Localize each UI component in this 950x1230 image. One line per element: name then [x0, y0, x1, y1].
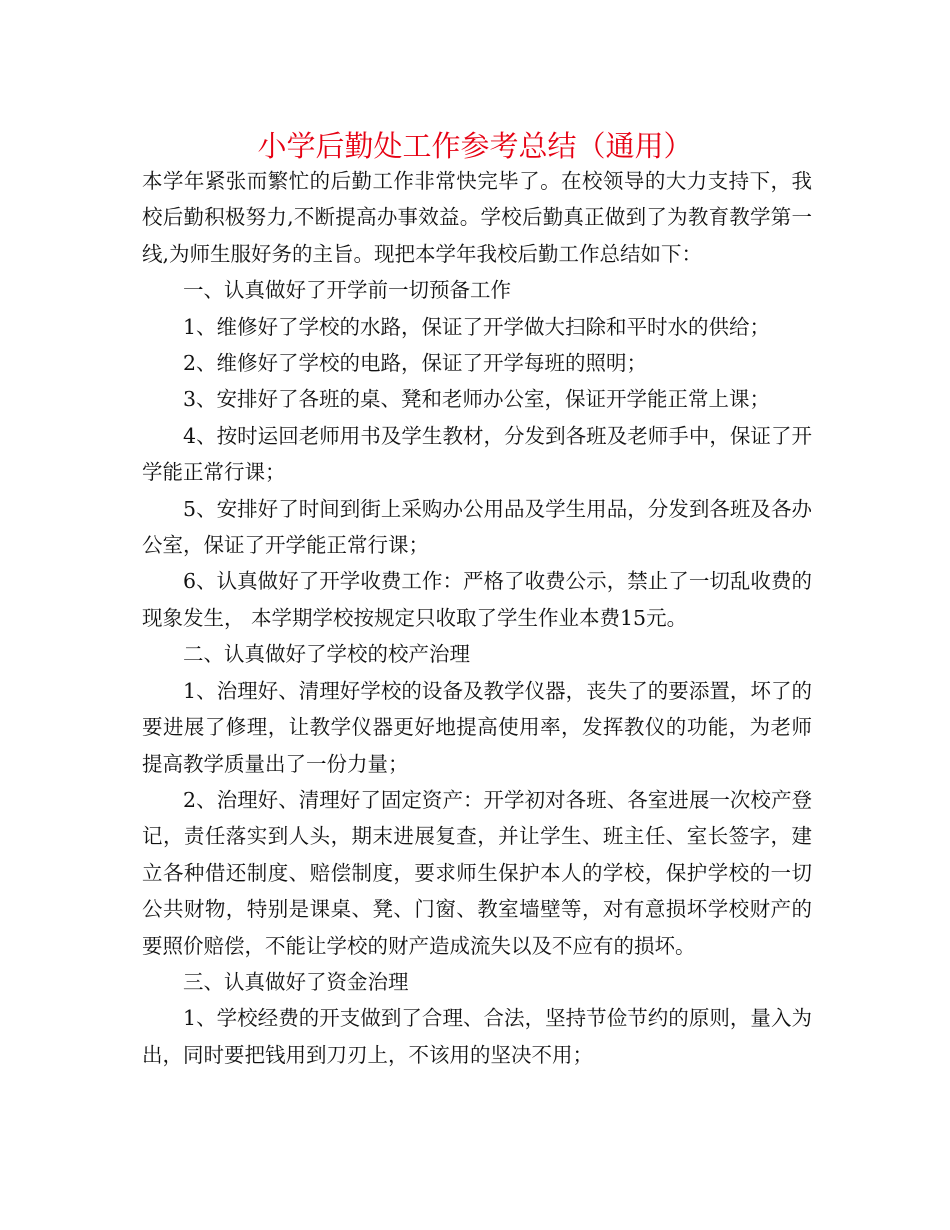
list-item: 5、安排好了时间到街上采购办公用品及学生用品，分发到各班及各办公室，保证了开学能正常行课； — [142, 496, 812, 558]
list-item: 1、治理好、清理好学校的设备及教学仪器，丧失了的要添置，坏了的要进展了修理，让教学仪器更好地提高使用率，发挥教仪的功能，为老师提高教学质量出了一份力量； — [142, 678, 812, 776]
paragraph-intro: 本学年紧张而繁忙的后勤工作非常快完毕了。在校领导的大力支持下，我校后勤积极努力,不断提高办事效益。学校后勤真正做到了为教育教学第一线,为师生服好务的主旨。现把本学年我校后勤工作总结如下： — [142, 169, 812, 266]
list-item: 1、维修好了学校的水路，保证了开学做大扫除和平时水的供给； — [183, 314, 771, 339]
list-item: 3、安排好了各班的桌、凳和老师办公室，保证开学能正常上课； — [183, 387, 771, 412]
section-heading-1: 一、认真做好了开学前一切预备工作 — [183, 278, 511, 303]
list-item: 2、维修好了学校的电路，保证了开学每班的照明； — [183, 351, 648, 376]
document-title: 小学后勤处工作参考总结（通用） — [257, 129, 693, 163]
list-item: 2、治理好、清理好了固定资产：开学初对各班、各室进展一次校产登记，责任落实到人头，期末进展复查，并让学生、班主任、室长签字，建立各种借还制度、赔偿制度，要求师生保护本人的学校，保护学校的一切公共财物，特别是课桌、凳、门窗、教室墙壁等，对有意损坏学校财产的要照价赔偿，不能让学校的财产造成流失以及不应有的损坏。 — [142, 787, 812, 958]
list-item: 4、按时运回老师用书及学生教材，分发到各班及老师手中，保证了开学能正常行课； — [142, 423, 812, 485]
section-heading-2: 二、认真做好了学校的校产治理 — [183, 642, 470, 667]
section-heading-3: 三、认真做好了资金治理 — [183, 969, 409, 994]
list-item: 6、认真做好了开学收费工作：严格了收费公示，禁止了一切乱收费的现象发生， 本学期学校按规定只收取了学生作业本费15元。 — [142, 569, 812, 630]
document-body — [142, 163, 812, 1073]
list-item: 1、学校经费的开支做到了合理、合法，坚持节俭节约的原则，量入为出，同时要把钱用到刀刃上，不该用的坚决不用； — [142, 1006, 812, 1067]
